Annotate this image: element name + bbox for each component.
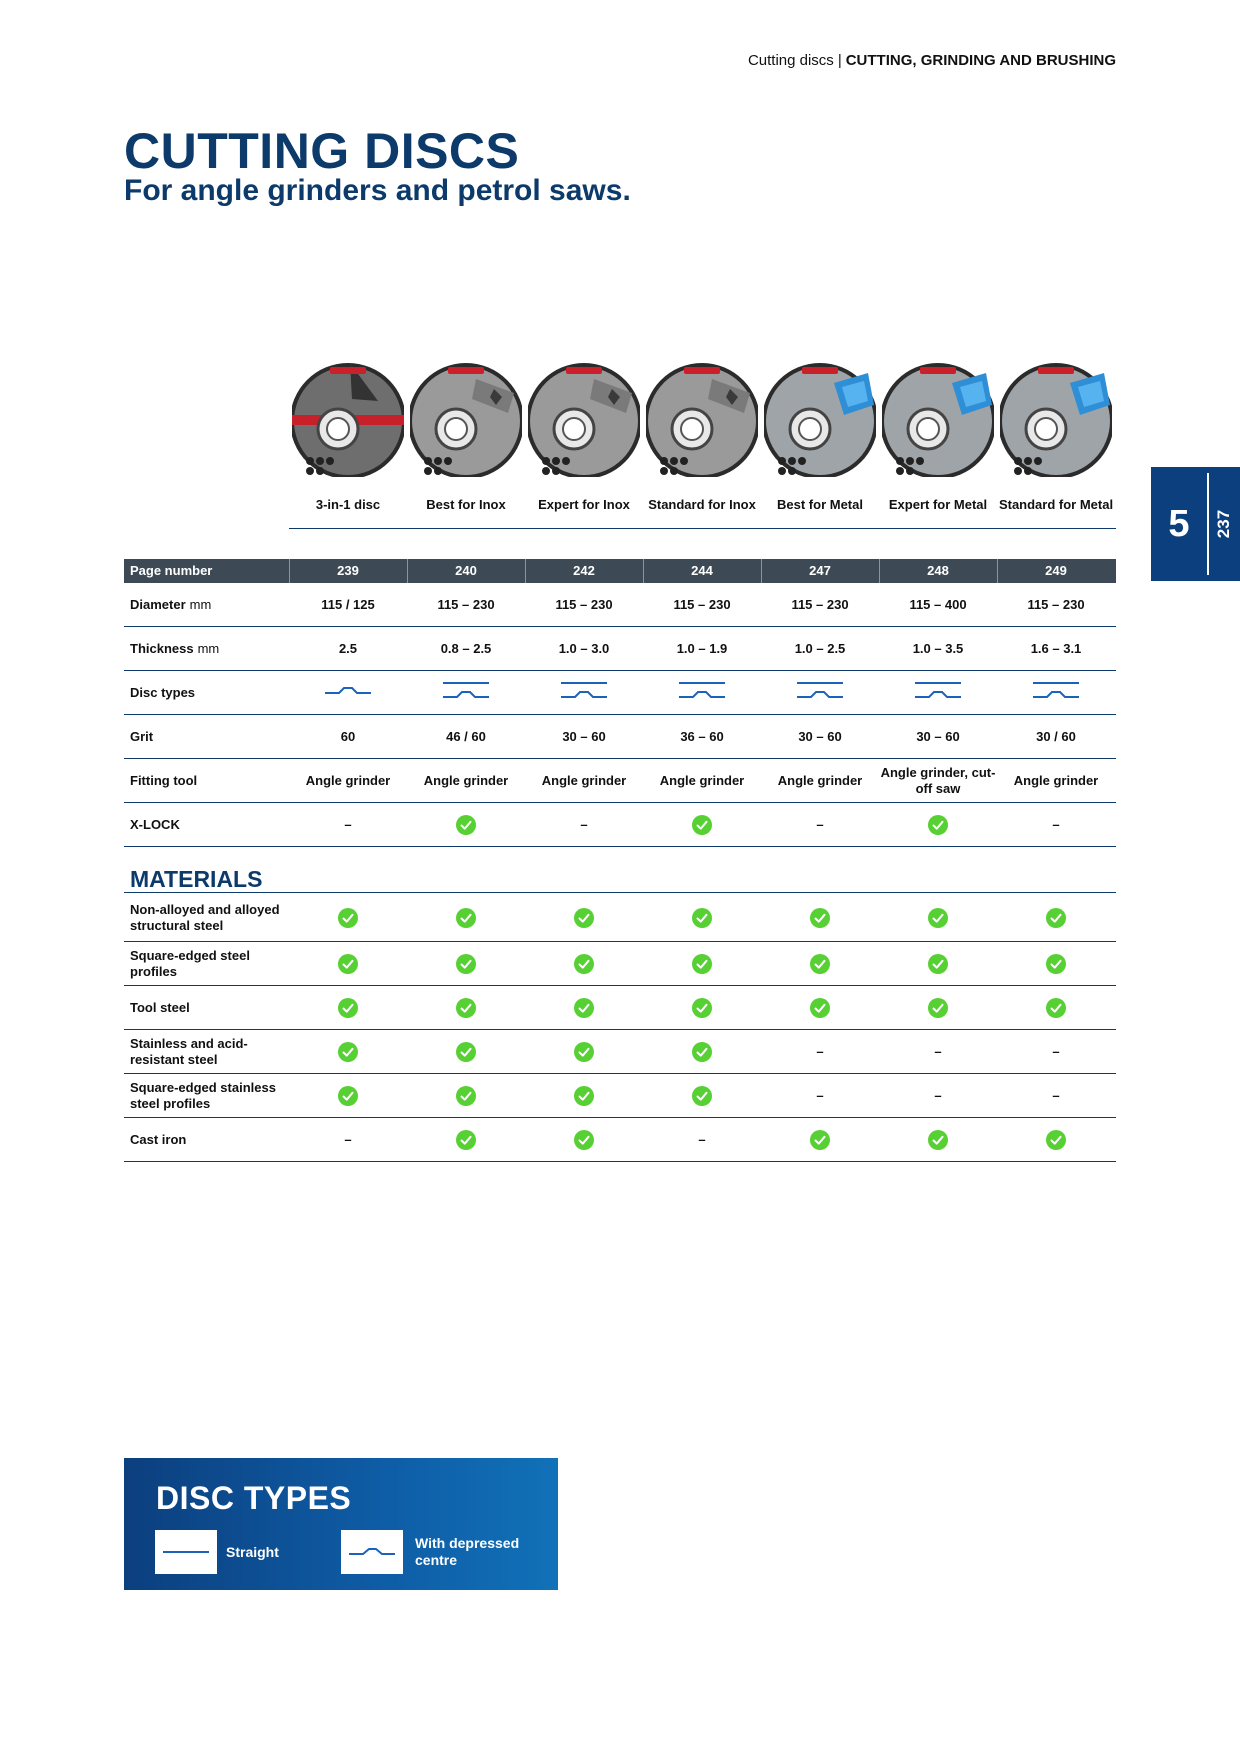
column-separator — [761, 559, 762, 583]
row-label — [130, 583, 211, 627]
check-icon — [574, 954, 594, 974]
table-cell — [525, 1118, 643, 1162]
table-cell — [643, 1030, 761, 1074]
check-icon — [456, 1130, 476, 1150]
running-header — [748, 52, 1116, 69]
check-icon — [456, 998, 476, 1018]
straight-disc-icon — [155, 1530, 217, 1574]
table-cell — [525, 942, 643, 986]
row-label-unit: mm — [189, 597, 212, 612]
table-cell — [407, 627, 525, 671]
table-cell — [643, 1074, 761, 1118]
page-number-value: 240 — [455, 563, 477, 578]
disc-image — [764, 353, 876, 481]
not-available-dash: – — [344, 1132, 352, 1147]
thickness-value: 1.0 – 3.0 — [558, 641, 610, 656]
table-cell — [643, 942, 761, 986]
check-icon — [1046, 1130, 1066, 1150]
material-label: Tool steel — [130, 1000, 190, 1015]
table-cell — [643, 715, 761, 759]
diameter-value: 115 – 230 — [555, 597, 613, 612]
check-icon — [574, 1086, 594, 1106]
fitting-tool-value: Angle grinder — [777, 773, 863, 788]
disc-name: Best for Metal — [777, 497, 863, 512]
check-icon — [456, 1086, 476, 1106]
table-cell — [997, 671, 1115, 715]
table-cell — [761, 893, 879, 942]
table-cell — [525, 986, 643, 1030]
disc-image — [292, 353, 404, 481]
table-cell — [525, 1030, 643, 1074]
not-available-dash: – — [1052, 1044, 1060, 1059]
grit-value: 30 – 60 — [916, 729, 960, 744]
table-cell — [643, 1118, 761, 1162]
grit-value: 60 — [340, 729, 356, 744]
material-row — [124, 893, 1116, 942]
not-available-dash: – — [580, 817, 588, 832]
grit-value: 46 / 60 — [446, 729, 486, 744]
column-separator — [525, 559, 526, 583]
disc-types-title: DISC TYPES — [156, 1480, 352, 1516]
check-icon — [574, 908, 594, 928]
table-cell — [879, 583, 997, 627]
table-cell — [525, 583, 643, 627]
check-icon — [574, 1130, 594, 1150]
table-cell — [289, 986, 407, 1030]
disc-type-row — [124, 671, 1116, 715]
table-cell — [997, 583, 1115, 627]
material-label: Stainless and acid-resistant steel — [130, 1036, 248, 1067]
table-cell — [643, 627, 761, 671]
check-icon — [456, 1042, 476, 1062]
table-cell — [643, 803, 761, 847]
check-icon — [810, 908, 830, 928]
table-cell — [997, 803, 1115, 847]
table-cell — [997, 715, 1115, 759]
grit-value: 30 – 60 — [798, 729, 842, 744]
disc-image — [646, 353, 758, 481]
thickness-value: 0.8 – 2.5 — [440, 641, 492, 656]
page-title: CUTTING DISCS — [124, 123, 520, 179]
not-available-dash: – — [816, 1088, 824, 1103]
table-cell — [761, 671, 879, 715]
not-available-dash: – — [344, 817, 352, 832]
table-cell — [289, 803, 407, 847]
not-available-dash: – — [934, 1044, 942, 1059]
table-cell — [407, 942, 525, 986]
check-icon — [1046, 998, 1066, 1018]
material-row — [124, 986, 1116, 1030]
material-row — [124, 1030, 1116, 1074]
check-icon — [1046, 954, 1066, 974]
diameter-value: 115 / 125 — [321, 597, 375, 612]
table-cell — [997, 986, 1115, 1030]
row-label — [130, 671, 195, 715]
depressed-label: With depressed centre — [415, 1535, 520, 1568]
disc-name: Standard for Inox — [648, 497, 756, 512]
table-cell — [761, 1074, 879, 1118]
check-icon — [928, 908, 948, 928]
table-cell — [997, 1074, 1115, 1118]
material-row — [124, 1074, 1116, 1118]
table-cell — [761, 1030, 879, 1074]
table-cell — [879, 671, 997, 715]
straight-and-depressed-disc-icon — [442, 680, 490, 706]
row-label — [130, 715, 153, 759]
not-available-dash: – — [934, 1088, 942, 1103]
page-number-row — [124, 559, 1116, 583]
row-label-text: Grit — [130, 729, 154, 744]
row-label-text: Disc types — [130, 685, 196, 700]
check-icon — [692, 998, 712, 1018]
table-cell — [289, 583, 407, 627]
check-icon — [338, 908, 358, 928]
check-icon — [692, 1086, 712, 1106]
fitting-tool-value: Angle grinder — [541, 773, 627, 788]
table-cell — [289, 893, 407, 942]
disc-name: Standard for Metal — [998, 497, 1114, 512]
table-cell — [643, 583, 761, 627]
table-cell — [407, 1074, 525, 1118]
check-icon — [928, 954, 948, 974]
table-cell — [643, 893, 761, 942]
check-icon — [928, 998, 948, 1018]
check-icon — [338, 1086, 358, 1106]
table-cell — [289, 942, 407, 986]
material-label: Cast iron — [130, 1132, 187, 1147]
check-icon — [810, 1130, 830, 1150]
page-number-value: 244 — [691, 563, 713, 578]
grit-row — [124, 715, 1116, 759]
table-cell — [289, 627, 407, 671]
check-icon — [456, 815, 476, 835]
table-cell — [407, 759, 525, 803]
check-icon — [338, 1042, 358, 1062]
row-label — [130, 759, 197, 803]
page-subtitle: For angle grinders and petrol saws. — [124, 174, 631, 207]
straight-and-depressed-disc-icon — [914, 680, 962, 706]
table-cell — [525, 803, 643, 847]
diameter-value: 115 – 230 — [1027, 597, 1085, 612]
straight-and-depressed-disc-icon — [796, 680, 844, 706]
page-number-label: Page number — [130, 563, 213, 578]
not-available-dash: – — [1052, 817, 1060, 832]
not-available-dash: – — [816, 1044, 824, 1059]
fitting-tool-value: Angle grinder — [423, 773, 509, 788]
chapter-tab — [1151, 467, 1240, 581]
material-label: Square-edged stainless steel profiles — [130, 1080, 276, 1111]
row-label-text: X-LOCK — [130, 817, 180, 832]
not-available-dash: – — [1052, 1088, 1060, 1103]
check-icon — [692, 1042, 712, 1062]
table-cell — [289, 1118, 407, 1162]
material-row — [124, 1118, 1116, 1162]
table-cell — [761, 583, 879, 627]
xlock-row — [124, 803, 1116, 847]
disc-image — [1000, 353, 1112, 481]
page-number: 237 — [1214, 509, 1234, 539]
check-icon — [456, 908, 476, 928]
table-cell — [289, 759, 407, 803]
table-cell — [761, 759, 879, 803]
table-cell — [407, 986, 525, 1030]
table-cell — [289, 671, 407, 715]
table-cell — [407, 893, 525, 942]
fitting-tool-value: Angle grinder — [659, 773, 745, 788]
thickness-value: 1.0 – 3.5 — [912, 641, 964, 656]
disc-image — [528, 353, 640, 481]
table-cell — [761, 1118, 879, 1162]
table-cell — [525, 893, 643, 942]
disc-name: Expert for Inox — [538, 497, 630, 512]
table-cell — [997, 942, 1115, 986]
check-icon — [692, 815, 712, 835]
thickness-value: 2.5 — [338, 641, 358, 656]
table-cell — [761, 715, 879, 759]
column-separator — [997, 559, 998, 583]
table-cell — [407, 671, 525, 715]
table-cell — [997, 893, 1115, 942]
row-label-text: Thickness — [130, 641, 194, 656]
table-cell — [525, 627, 643, 671]
table-cell — [643, 759, 761, 803]
table-cell — [407, 715, 525, 759]
column-separator — [407, 559, 408, 583]
table-cell — [761, 942, 879, 986]
table-cell — [879, 1074, 997, 1118]
fitting-tool-value: Angle grinder — [305, 773, 391, 788]
check-icon — [928, 815, 948, 835]
page-number-value: 249 — [1045, 563, 1067, 578]
row-label-text: Fitting tool — [130, 773, 198, 788]
table-cell — [525, 1074, 643, 1118]
table-cell — [761, 627, 879, 671]
table-cell — [643, 671, 761, 715]
straight-and-depressed-disc-icon — [1032, 680, 1080, 706]
straight-label: Straight — [226, 1543, 279, 1560]
table-cell — [407, 1118, 525, 1162]
table-cell — [525, 759, 643, 803]
check-icon — [338, 954, 358, 974]
table-cell — [407, 1030, 525, 1074]
table-cell — [997, 759, 1115, 803]
material-label: Square-edged steel profiles — [130, 948, 250, 979]
column-separator — [289, 559, 290, 583]
table-cell — [879, 759, 997, 803]
page-number-value: 248 — [927, 563, 949, 578]
table-cell — [289, 1030, 407, 1074]
table-cell — [761, 803, 879, 847]
diameter-value: 115 – 230 — [437, 597, 495, 612]
disc-name: 3-in-1 disc — [315, 497, 381, 512]
table-cell — [879, 986, 997, 1030]
table-cell — [879, 715, 997, 759]
disc-image — [410, 353, 522, 481]
page-number-value: 247 — [809, 563, 831, 578]
grit-value: 30 – 60 — [562, 729, 606, 744]
check-icon — [928, 1130, 948, 1150]
materials-heading: MATERIALS — [130, 866, 263, 892]
table-cell — [879, 942, 997, 986]
check-icon — [810, 954, 830, 974]
check-icon — [810, 998, 830, 1018]
table-cell — [761, 986, 879, 1030]
row-label-unit: mm — [197, 641, 220, 656]
table-cell — [879, 1118, 997, 1162]
disc-name: Expert for Metal — [888, 497, 988, 512]
disc-name: Best for Inox — [426, 497, 506, 512]
check-icon — [338, 998, 358, 1018]
check-icon — [574, 998, 594, 1018]
page-number-value: 239 — [337, 563, 359, 578]
disc-types-legend — [124, 1458, 558, 1590]
running-header-separator: | — [837, 52, 842, 69]
chapter-number: 5 — [1168, 502, 1190, 545]
running-header-chapter: CUTTING, GRINDING AND BRUSHING — [845, 52, 1116, 69]
diameter-value: 115 – 230 — [791, 597, 849, 612]
fitting-tool-row — [124, 759, 1116, 803]
grit-value: 30 / 60 — [1036, 729, 1076, 744]
not-available-dash: – — [816, 817, 824, 832]
row-label — [130, 627, 219, 671]
table-cell — [997, 1118, 1115, 1162]
row-label-text: Diameter — [130, 597, 186, 612]
material-row — [124, 942, 1116, 986]
check-icon — [692, 908, 712, 928]
thickness-value: 1.6 – 3.1 — [1030, 641, 1082, 656]
fitting-tool-value: Angle grinder — [1013, 773, 1099, 788]
grit-value: 36 – 60 — [680, 729, 724, 744]
fitting-tool-value: Angle grinder, cut-off saw — [880, 765, 996, 796]
table-cell — [997, 627, 1115, 671]
diameter-row — [124, 583, 1116, 627]
table-cell — [289, 1074, 407, 1118]
table-cell — [525, 671, 643, 715]
thickness-row — [124, 627, 1116, 671]
depressed-disc-icon — [341, 1530, 403, 1574]
diameter-value: 115 – 230 — [673, 597, 731, 612]
column-separator — [643, 559, 644, 583]
table-cell — [879, 803, 997, 847]
running-header-section: Cutting discs — [747, 52, 834, 69]
check-icon — [692, 954, 712, 974]
table-cell — [407, 803, 525, 847]
table-cell — [879, 893, 997, 942]
diameter-value: 115 – 400 — [909, 597, 967, 612]
column-separator — [879, 559, 880, 583]
disc-image — [882, 353, 994, 481]
page-number-tab — [1209, 467, 1240, 581]
table-cell — [997, 1030, 1115, 1074]
table-cell — [879, 627, 997, 671]
row-label — [130, 803, 180, 847]
straight-and-depressed-disc-icon — [678, 680, 726, 706]
table-cell — [407, 583, 525, 627]
check-icon — [574, 1042, 594, 1062]
table-cell — [525, 715, 643, 759]
table-cell — [879, 1030, 997, 1074]
straight-and-depressed-disc-icon — [560, 680, 608, 706]
material-label: Non-alloyed and alloyed structural steel — [130, 901, 280, 933]
names-rule — [289, 528, 1116, 529]
thickness-value: 1.0 – 2.5 — [794, 641, 846, 656]
depressed-disc-icon — [324, 680, 372, 706]
not-available-dash: – — [698, 1132, 706, 1147]
table-cell — [289, 715, 407, 759]
check-icon — [1046, 908, 1066, 928]
thickness-value: 1.0 – 1.9 — [676, 641, 728, 656]
page-number-value: 242 — [573, 563, 595, 578]
check-icon — [456, 954, 476, 974]
table-cell — [643, 986, 761, 1030]
